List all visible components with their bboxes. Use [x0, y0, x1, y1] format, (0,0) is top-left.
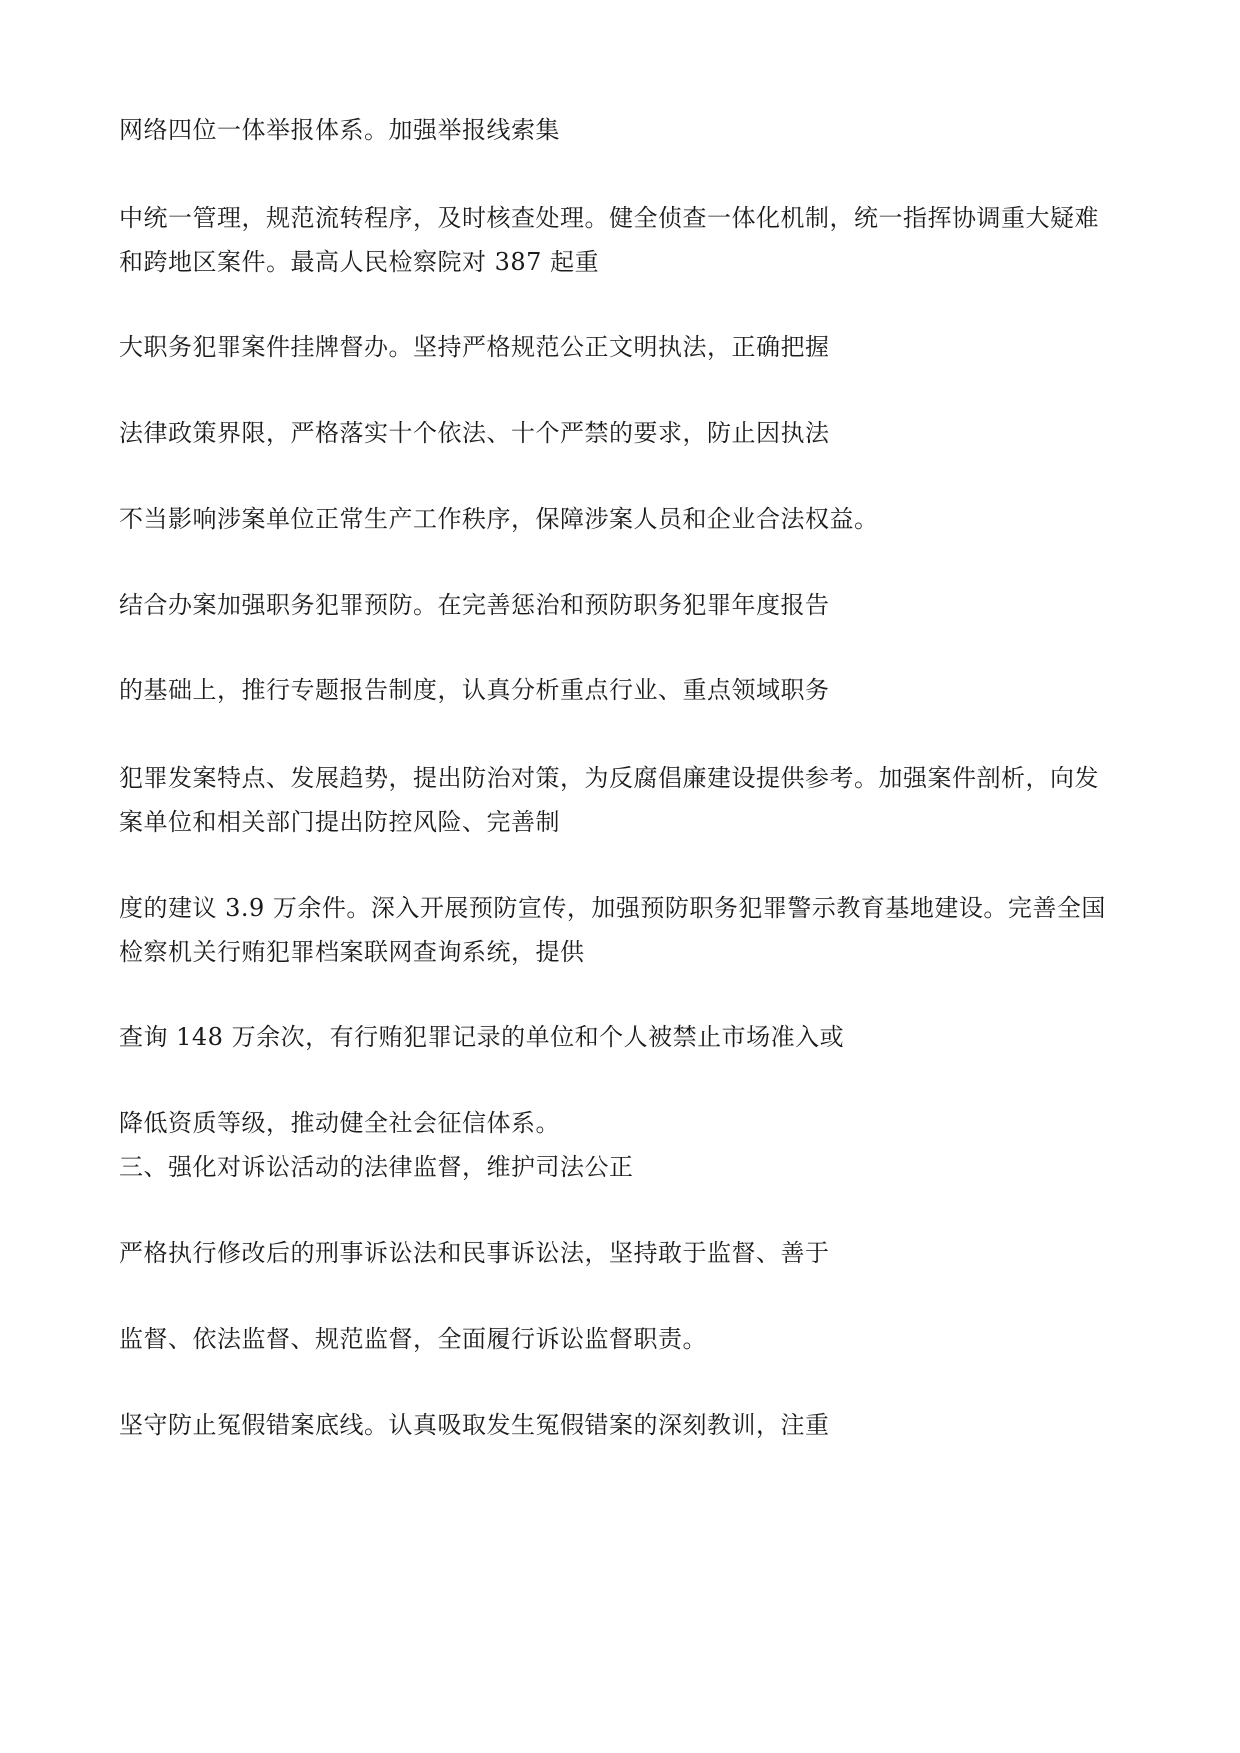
text-line: 不当影响涉案单位正常生产工作秩序，保障涉案人员和企业合法权益。 [119, 505, 879, 533]
text-line: 结合办案加强职务犯罪预防。在完善惩治和预防职务犯罪年度报告 [119, 591, 830, 619]
text-line: 大职务犯罪案件挂牌督办。坚持严格规范公正文明执法，正确把握 [119, 333, 830, 361]
text-line: 降低资质等级，推动健全社会征信体系。 [119, 1109, 560, 1137]
text-line: 和跨地区案件。最高人民检察院对 387 起重 [119, 248, 600, 276]
text-line: 法律政策界限，严格落实十个依法、十个严禁的要求，防止因执法 [119, 419, 830, 447]
section-heading: 三、强化对诉讼活动的法律监督，维护司法公正 [119, 1153, 634, 1181]
text-line: 检察机关行贿犯罪档案联网查询系统，提供 [119, 938, 585, 966]
text-line: 查询 148 万余次，有行贿犯罪记录的单位和个人被禁止市场准入或 [119, 1023, 845, 1051]
text-line: 严格执行修改后的刑事诉讼法和民事诉讼法，坚持敢于监督、善于 [119, 1239, 830, 1267]
text-line: 的基础上，推行专题报告制度，认真分析重点行业、重点领域职务 [119, 676, 830, 704]
text-line: 网络四位一体举报体系。加强举报线索集 [119, 116, 560, 144]
text-line: 监督、依法监督、规范监督，全面履行诉讼监督职责。 [119, 1325, 707, 1353]
text-line: 中统一管理，规范流转程序，及时核查处理。健全侦查一体化机制，统一指挥协调重大疑难 [119, 204, 1099, 232]
text-line: 度的建议 3.9 万余件。深入开展预防宣传，加强预防职务犯罪警示教育基地建设。完善全国 [119, 894, 1106, 922]
text-line: 犯罪发案特点、发展趋势，提出防治对策，为反腐倡廉建设提供参考。加强案件剖析，向发 [119, 764, 1099, 792]
text-line: 案单位和相关部门提出防控风险、完善制 [119, 808, 560, 836]
text-line: 坚守防止冤假错案底线。认真吸取发生冤假错案的深刻教训，注重 [119, 1411, 830, 1439]
